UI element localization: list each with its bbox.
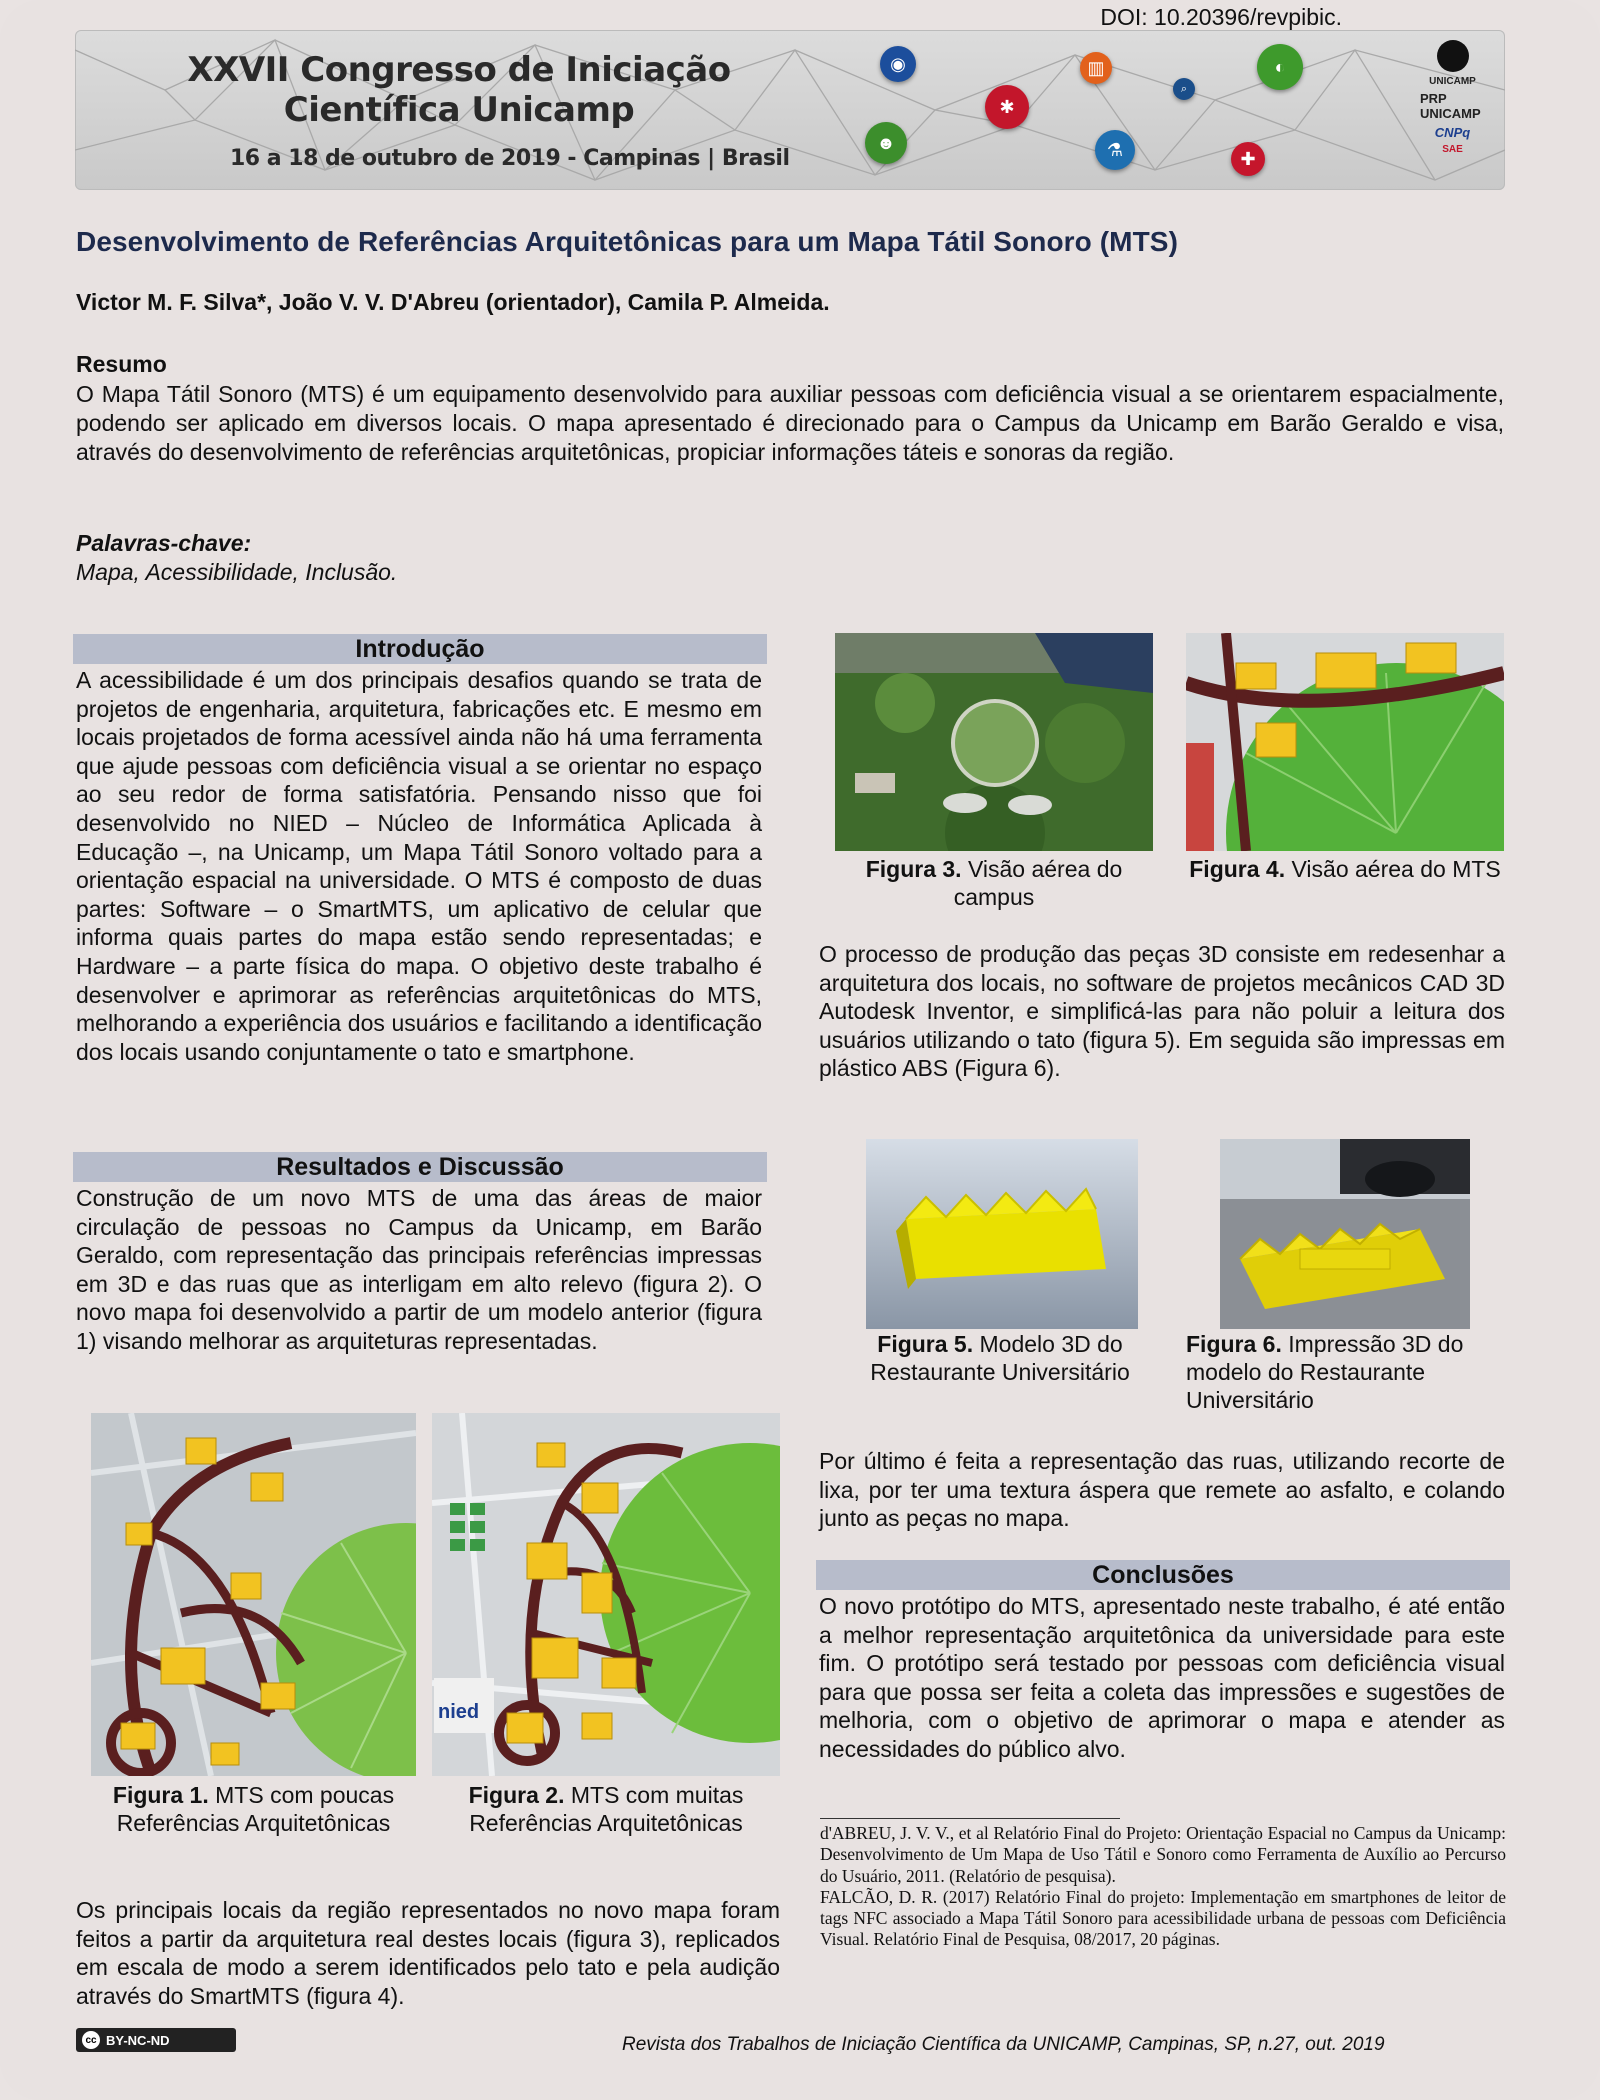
figure-3-caption-text: Visão aérea do campus (953, 856, 1123, 910)
figure-5-label: Figura 5. (877, 1331, 974, 1357)
figure-1-caption-text: MTS com poucas Referências Arquitetônicas (116, 1782, 395, 1836)
prp-logo: PRP UNICAMP (1420, 91, 1481, 121)
intro-text: A acessibilidade é um dos principais desafios quando se trata de projetos de engenharia, arquitetura, fabricações etc. E mesmo em locais projetados de forma acessível ainda não há uma ferramenta que ajude pessoas com deficiência visual a se orientar no espaço ao seu redor de forma satisfatória. Pensando nisso que foi desenvolvido no NIED – Núcleo de Informática Aplicada à Educação –, na Unicamp, um Mapa Tátil Sonoro voltado para a orientação espacial na universidade. O MTS é composto de duas partes: Software – o SmartMTS, um aplicativo de celular que informa quais partes do mapa estão sendo representadas; e Hardware – a parte física do mapa. O objetivo deste trabalho é desenvolver e aprimorar as referências arquitetônicas do MTS, melhorando a experiência dos usuários e facilitando a identificação dos locais usando conjuntamente o tato e smartphone. (76, 667, 762, 1065)
cc-license-badge[interactable] (76, 2028, 236, 2052)
conclusions-text: O novo protótipo do MTS, apresentado neste trabalho, é até então a melhor representação arquitetônica da universidade para este fim. O protótipo será testado por pessoas com deficiência visual para que possa ser feita a coleta das impressões e sugestões de melhoria, com o objetivo de aprimorar o mapa e atender as necessidades do público alvo. (819, 1593, 1505, 1762)
abstract-text: O Mapa Tátil Sonoro (MTS) é um equipamento desenvolvido para auxiliar pessoas com deficiência visual a se orientarem espacialmente, podendo ser aplicado em diversos locais. O mapa apresentado é direcionado para o Campus da Unicamp em Barão Geraldo e visa, através do desenvolvimento de referências arquitetônicas, propiciar informações táteis e sonoras da região. (76, 381, 1504, 465)
results-text-2: Os principais locais da região representados no novo mapa foram feitos a partir da arquitetura real destes locais (figura 3), replicados em escala de modo a serem identificados pelo tato e pela audição através do SmartMTS (figura 4). (76, 1897, 780, 2009)
palette-icon: ◐ (1257, 44, 1303, 90)
search-icon: ⌕ (1173, 78, 1195, 100)
globe-icon: ◉ (880, 46, 916, 82)
figure-4-label: Figura 4. (1189, 856, 1286, 882)
authors: Victor M. F. Silva*, João V. V. D'Abreu (orientador), Camila P. Almeida. (76, 289, 830, 315)
conference-title: XXVII Congresso de Iniciação Científica Unicamp (187, 50, 731, 130)
results-text-4: Por último é feita a representação das ruas, utilizando recorte de lixa, por ter uma textura áspera que remete ao asfalto, e colando junto as peças no mapa. (819, 1448, 1505, 1532)
chart-icon: ▥ (1080, 52, 1112, 84)
figure-6-label: Figura 6. (1186, 1331, 1282, 1357)
figure-5-image (866, 1139, 1138, 1329)
abstract-heading: Resumo (76, 351, 167, 377)
cnpq-logo: CNPq (1434, 125, 1471, 140)
figure-3-image (835, 633, 1153, 851)
unicamp-logo (1437, 40, 1469, 72)
figure-5-caption (830, 1330, 1170, 1386)
keywords-heading: Palavras-chave: (76, 530, 252, 556)
doi: DOI: 10.20396/revpibic. (1100, 4, 1342, 30)
conference-banner (75, 30, 1505, 190)
sponsor-logos (1420, 40, 1485, 185)
figure-3-caption (835, 855, 1153, 911)
figure-3-label: Figura 3. (865, 856, 962, 882)
figure-2-caption (432, 1781, 780, 1837)
figure-4-image (1186, 633, 1504, 851)
medical-icon: ✚ (1231, 142, 1265, 176)
reference-item: d'ABREU, J. V. V., et al Relatório Final do Projeto: Orientação Espacial no Campus da Unicamp: Desenvolvimento de Um Mapa de Uso Tátil e Sonoro como Ferramenta de Auxílio ao Percurso do Usuário, 2011. (Relatório de pesquisa). (820, 1823, 1506, 1886)
figure-6-caption-text: Impressão 3D do modelo do Restaurante Universitário (1186, 1331, 1464, 1413)
figure-1-label: Figura 1. (112, 1782, 209, 1808)
figure-2-caption-text: MTS com muitas Referências Arquitetônicas (469, 1782, 744, 1836)
journal-footer: Revista dos Trabalhos de Iniciação Científica da UNICAMP, Campinas, SP, n.27, out. 2019 (622, 2034, 1385, 2055)
figure-2-label: Figura 2. (468, 1782, 565, 1808)
figure-6-image (1220, 1139, 1470, 1329)
figure-6-caption (1186, 1330, 1504, 1414)
people-icon: ☻ (865, 122, 907, 164)
intro-heading: Introdução (73, 634, 767, 664)
references (820, 1823, 1506, 1951)
license-text: BY-NC-ND (106, 2032, 170, 2048)
figure-1-image (91, 1413, 416, 1776)
conference-dates: 16 a 18 de outubro de 2019 - Campinas | Brasil (230, 146, 790, 171)
results-heading: Resultados e Discussão (73, 1152, 767, 1182)
figure-5-caption-text: Modelo 3D do Restaurante Universitário (870, 1331, 1130, 1385)
figure-4-caption (1186, 855, 1504, 883)
gears-icon: ✱ (985, 85, 1029, 129)
sae-logo: SAE (1442, 144, 1463, 155)
figure-1-caption (91, 1781, 416, 1837)
figure-4-caption-text: Visão aérea do MTS (1291, 856, 1501, 882)
cc-icon: cc (82, 2031, 100, 2049)
references-divider (820, 1818, 1120, 1819)
figure-2-image (432, 1413, 780, 1776)
unicamp-logo-text: UNICAMP (1429, 76, 1476, 87)
conclusions-heading: Conclusões (816, 1560, 1510, 1590)
results-text-3: O processo de produção das peças 3D consiste em redesenhar a arquitetura dos locais, no software de projetos mecânicos CAD 3D Autodesk Inventor, e simplificá-las para não poluir a leitura dos usuários utilizando o tato (figura 5). Em seguida são impressas em plástico ABS (Figura 6). (819, 941, 1505, 1082)
flask-icon: ⚗ (1095, 130, 1135, 170)
results-text-1: Construção de um novo MTS de uma das áreas de maior circulação de pessoas no Campus da Unicamp, em Barão Geraldo, com representação das principais referências impressas em 3D e das ruas que as interligam em alto relevo (figura 2). O novo mapa foi desenvolvido a partir de um modelo anterior (figura 1) visando melhorar as arquiteturas representadas. (76, 1185, 762, 1354)
reference-item: FALCÃO, D. R. (2017) Relatório Final do projeto: Implementação em smartphones de leitor de tags NFC associado a Mapa Tátil Sonoro para acessibilidade urbana de pessoas com Deficiência Visual. Relatório Final de Pesquisa, 08/2017, 20 páginas. (820, 1886, 1506, 1950)
paper-title: Desenvolvimento de Referências Arquitetônicas para um Mapa Tátil Sonoro (MTS) (76, 226, 1178, 257)
keywords: Mapa, Acessibilidade, Inclusão. (76, 559, 398, 585)
nied-logo-text: nied (438, 1701, 480, 1723)
